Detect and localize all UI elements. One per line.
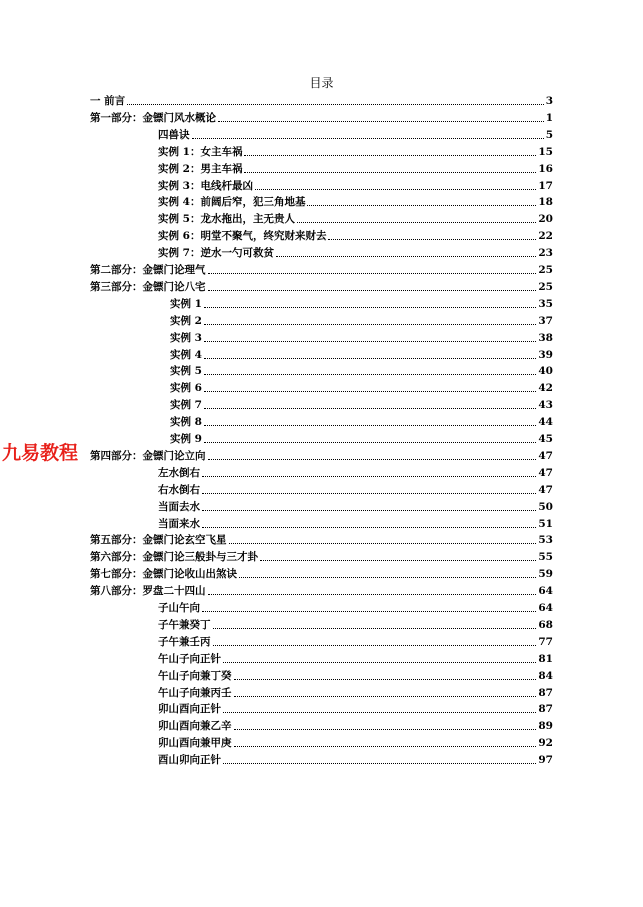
toc-entry-page-number: 81 [538,652,553,665]
toc-entry-page-number: 44 [538,416,553,429]
toc-entry-label: 第二部分：金镖门论理气 [90,264,206,276]
toc-entry-label: 第一部分：金镖门风水概论 [90,111,216,124]
toc-entry-page-number: 43 [538,399,553,412]
toc-entry-label: 午山子向兼丙壬 [158,686,232,699]
toc-entry-label: 实例 7：逆水一勺可救贫 [158,247,274,260]
toc-entry-page-number: 50 [538,500,553,513]
toc-entry[interactable] [170,312,553,328]
toc-entry-label: 实例 9 [170,433,202,445]
toc-entry[interactable] [170,346,553,362]
toc-entry-page-number: 22 [538,230,553,243]
toc-entry[interactable] [158,633,553,649]
toc-entry[interactable] [158,143,553,159]
toc-entry-page-number: 64 [538,602,553,614]
toc-entry-label: 实例 6：明堂不聚气，终究财来财去 [158,230,327,243]
dot-leader [218,121,544,122]
dot-leader [223,712,536,713]
dot-leader [223,662,536,663]
toc-entry[interactable] [90,278,553,294]
toc-entry-page-number: 25 [538,264,553,276]
toc-entry-page-number: 37 [538,314,553,327]
toc-entry-page-number: 89 [538,720,553,733]
dot-leader [244,155,536,156]
dot-leader [208,459,537,460]
toc-entry[interactable] [90,565,553,581]
toc-entry[interactable] [158,599,553,615]
dot-leader [204,341,536,342]
dot-leader [234,729,537,730]
toc-entry-page-number: 45 [538,433,553,445]
toc-entry-label: 实例 8 [170,416,202,429]
toc-entry-page-number: 38 [538,331,553,344]
toc-entry-page-number: 87 [538,703,553,716]
toc-entry-label: 一 前言 [90,95,126,107]
toc-entry[interactable] [90,582,553,598]
toc-entry-label: 卯山酉向兼甲庚 [158,737,232,750]
toc-entry-label: 第四部分：金镖门论立向 [90,449,206,462]
toc-entry-label: 实例 4：前阔后窄，犯三角地基 [158,196,306,209]
dot-leader [276,256,536,257]
toc-entry[interactable] [170,295,553,311]
toc-entry[interactable] [158,717,553,733]
toc-entry[interactable] [158,126,553,142]
toc-entry-page-number: 87 [538,686,553,699]
toc-entry-label: 第五部分：金镖门论玄空飞星 [90,534,227,547]
page-title: 目录 [309,76,334,90]
toc-entry[interactable] [158,667,553,683]
dot-leader [223,763,536,764]
toc-entry[interactable] [170,430,553,446]
toc-entry[interactable] [158,481,553,497]
toc-entry-label: 实例 1：女主车祸 [158,145,243,158]
dot-leader [202,493,536,494]
toc-entry-page-number: 16 [538,162,553,175]
toc-entry[interactable] [90,447,553,463]
toc-entry[interactable] [158,734,553,750]
toc-entry-label: 左水倒右 [158,466,200,479]
dot-leader [213,645,537,646]
toc-entry-page-number: 68 [538,618,553,631]
dot-leader [204,442,536,443]
toc-entry[interactable] [158,464,553,480]
toc-entry-page-number: 53 [538,534,553,547]
toc-entry-page-number: 51 [538,517,553,530]
dot-leader [204,408,536,409]
dot-leader [204,374,536,375]
dot-leader [234,679,537,680]
toc-entry-page-number: 40 [538,365,553,378]
toc-entry[interactable] [158,210,553,226]
toc-entry-page-number: 18 [538,196,553,209]
toc-entry-label: 第六部分：金镖门论三般卦与三才卦 [90,551,258,564]
dot-leader [328,239,536,240]
toc-entry-label: 第三部分：金镖门论八宅 [90,280,206,293]
toc-entry-page-number: 35 [538,297,553,310]
toc-entry-label: 子午兼壬丙 [158,635,211,648]
dot-leader [204,358,536,359]
toc-entry-page-number: 20 [538,213,553,226]
toc-entry[interactable] [158,684,553,700]
toc-entry-label: 实例 7 [170,399,202,412]
toc-entry[interactable] [90,92,553,108]
dot-leader [202,510,536,511]
dot-leader [239,577,536,578]
toc-entry-label: 实例 5 [170,365,202,378]
dot-leader [229,543,537,544]
toc-entry[interactable] [158,751,553,767]
dot-leader [208,290,537,291]
toc-entry[interactable] [158,244,553,260]
dot-leader [204,425,536,426]
dot-leader [204,324,536,325]
toc-entry-label: 子山午向 [158,602,200,614]
toc-entry[interactable] [158,193,553,209]
toc-entry-label: 当面来水 [158,517,200,530]
toc-entry-page-number: 42 [538,382,553,395]
toc-entry[interactable] [158,177,553,193]
toc-entry[interactable] [158,498,553,514]
toc-entry-page-number: 92 [538,737,553,750]
dot-leader [244,172,536,173]
toc-entry-page-number: 15 [538,145,553,158]
toc-entry-page-number: 84 [538,669,553,682]
toc-entry-page-number: 23 [538,247,553,260]
toc-entry-label: 实例 3 [170,331,202,344]
toc-entry-label: 第八部分：罗盘二十四山 [90,585,206,598]
dot-leader [297,222,536,223]
toc-entry-label: 当面去水 [158,500,200,513]
dot-leader [234,746,537,747]
toc-entry-label: 实例 1 [170,297,202,310]
toc-entry-label: 午山子向兼丁癸 [158,669,232,682]
toc-entry-label: 右水倒右 [158,483,200,496]
toc-entry-label: 子午兼癸丁 [158,618,211,631]
toc-entry[interactable] [158,616,553,632]
toc-entry-page-number: 25 [538,280,553,293]
dot-leader [234,696,537,697]
toc-entry[interactable] [90,261,553,277]
toc-entry[interactable] [90,531,553,547]
toc-entry[interactable] [170,413,553,429]
toc-entry-label: 实例 4 [170,348,202,361]
toc-entry-page-number: 64 [538,585,553,598]
dot-leader [204,307,536,308]
toc-entry[interactable] [158,515,553,531]
dot-leader [202,527,536,528]
toc-entry[interactable] [170,362,553,378]
dot-leader [307,205,536,206]
toc-entry[interactable] [170,396,553,412]
toc-entry-label: 实例 3：电线杆最凶 [158,179,253,192]
toc-entry-label: 第七部分：金镖门论收山出煞诀 [90,568,237,581]
toc-entry-label: 实例 2：男主车祸 [158,162,243,175]
toc-entry-page-number: 77 [538,635,553,648]
dot-leader [213,628,537,629]
toc-entry-page-number: 59 [538,568,553,581]
toc-entry-label: 实例 6 [170,382,202,395]
toc-entry[interactable] [158,160,553,176]
dot-leader [202,611,536,612]
dot-leader [255,189,536,190]
toc-entry-page-number: 55 [538,551,553,564]
toc-entry-page-number: 47 [538,483,553,496]
toc-entry[interactable] [158,700,553,716]
toc-entry-label: 实例 5：龙水拖出，主无贵人 [158,213,295,226]
toc-entry[interactable] [90,109,553,125]
dot-leader [202,476,536,477]
dot-leader [208,273,537,274]
dot-leader [127,104,544,105]
toc-entry-page-number: 17 [538,179,553,192]
dot-leader [204,391,536,392]
dot-leader [192,138,544,139]
toc-entry-label: 午山子向正针 [158,652,221,665]
toc-entry[interactable] [170,329,553,345]
dot-leader [260,560,536,561]
watermark-text: 九易教程 [2,442,79,464]
toc-entry-page-number: 5 [545,128,553,141]
toc-entry[interactable] [158,227,553,243]
toc-entry[interactable] [158,650,553,666]
toc-entry[interactable] [170,379,553,395]
dot-leader [208,594,537,595]
toc-entry-label: 酉山卯向正针 [158,754,221,767]
toc-entry-label: 卯山酉向正针 [158,703,221,716]
toc-entry-page-number: 47 [538,449,553,462]
toc-entry-label: 实例 2 [170,314,202,327]
toc-entry-page-number: 1 [545,111,553,124]
toc-entry-label: 四兽诀 [158,128,190,141]
toc-entry[interactable] [90,548,553,564]
toc-entry-page-number: 3 [545,95,553,107]
toc-entry-page-number: 39 [538,348,553,361]
toc-entry-page-number: 97 [538,754,553,767]
toc-entry-label: 卯山酉向兼乙辛 [158,720,232,733]
toc-entry-page-number: 47 [538,466,553,479]
